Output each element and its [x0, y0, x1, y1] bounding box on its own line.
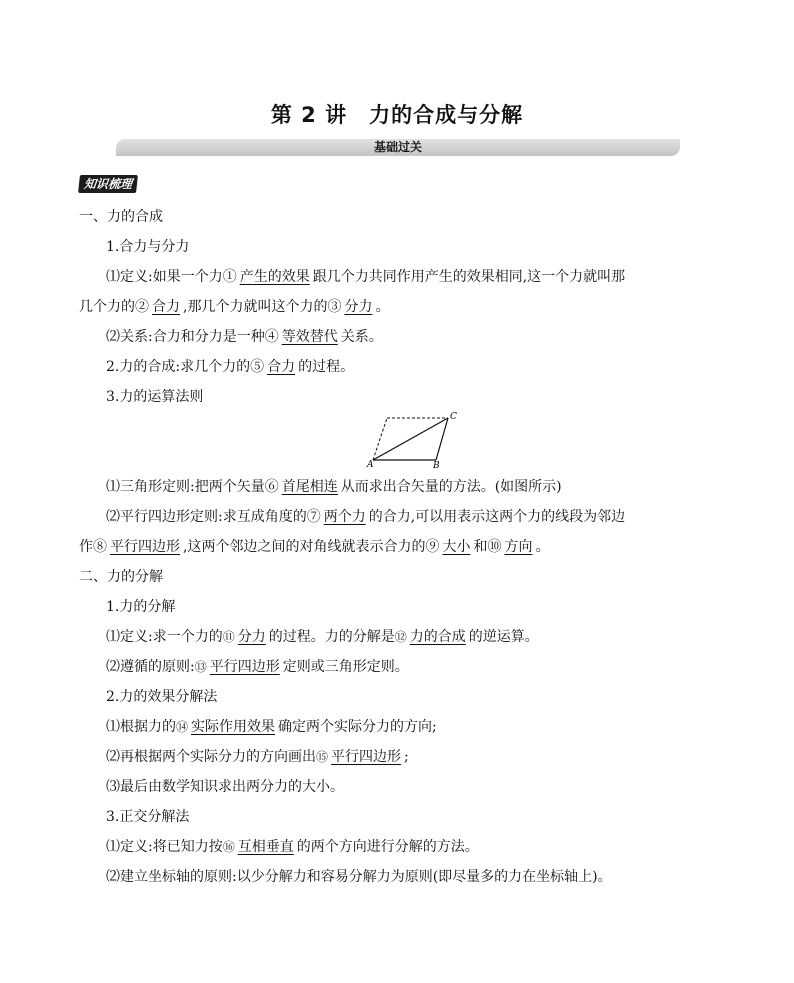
subheading-orthogonal: 3.正交分解法	[106, 809, 190, 825]
page-title: 第 2 讲 力的合成与分解	[270, 103, 524, 127]
text-line: ⑶最后由数学知识求出两分力的大小。	[106, 779, 344, 795]
text-line: ⑴定义:求一个力的⑪ 分力 的过程。力的分解是⑫ 力的合成 的逆运算。	[106, 629, 539, 645]
text-line: ⑵遵循的原则:⑬ 平行四边形 定则或三角形定则。	[106, 659, 409, 675]
text-line: ⑴定义:如果一个力① 产生的效果 跟几个力共同作用产生的效果相同,这一个力就叫那	[106, 269, 626, 285]
section-banner: 基础过关	[116, 139, 680, 156]
text-line: 2.力的合成:求几个力的⑤ 合力 的过程。	[106, 359, 355, 375]
text-line: ⑵平行四边形定则:求互成角度的⑦ 两个力 的合力,可以用表示这两个力的线段为邻边	[106, 509, 626, 525]
text-line: ⑵建立坐标轴的原则:以少分解力和容易分解力为原则(即尽量多的力在坐标轴上)。	[106, 869, 612, 885]
label-b: B	[433, 461, 440, 470]
text-line: ⑵再根据两个实际分力的方向画出⑮ 平行四边形 ;	[106, 749, 409, 765]
text-line: ⑵关系:合力和分力是一种④ 等效替代 关系。	[106, 329, 383, 345]
label-a: A	[367, 460, 374, 470]
heading-force-composition: 一、力的合成	[79, 209, 163, 225]
text-line: 几个力的② 合力 ,那几个力就叫这个力的③ 分力 。	[79, 299, 390, 315]
text-line: 作⑧ 平行四边形 ,这两个邻边之间的对角线就表示合力的⑨ 大小 和⑩ 方向 。	[79, 539, 550, 555]
knowledge-badge: 知识梳理	[78, 175, 138, 193]
subheading-decomposition: 1.力的分解	[106, 599, 176, 615]
subheading-resultant: 1.合力与分力	[106, 239, 190, 255]
label-c: C	[450, 412, 457, 422]
parallelogram-diagram	[360, 408, 470, 470]
diagonal-ac	[373, 418, 448, 460]
text-line: ⑴根据力的⑭ 实际作用效果 确定两个实际分力的方向;	[106, 719, 437, 735]
subheading-rules: 3.力的运算法则	[106, 389, 204, 405]
heading-force-decomposition: 二、力的分解	[79, 569, 163, 585]
text-line: ⑴三角形定则:把两个矢量⑥ 首尾相连 从而求出合矢量的方法。(如图所示)	[106, 479, 562, 495]
text-line: ⑴定义:将已知力按⑯ 互相垂直 的两个方向进行分解的方法。	[106, 839, 479, 855]
subheading-effect-method: 2.力的效果分解法	[106, 689, 218, 705]
